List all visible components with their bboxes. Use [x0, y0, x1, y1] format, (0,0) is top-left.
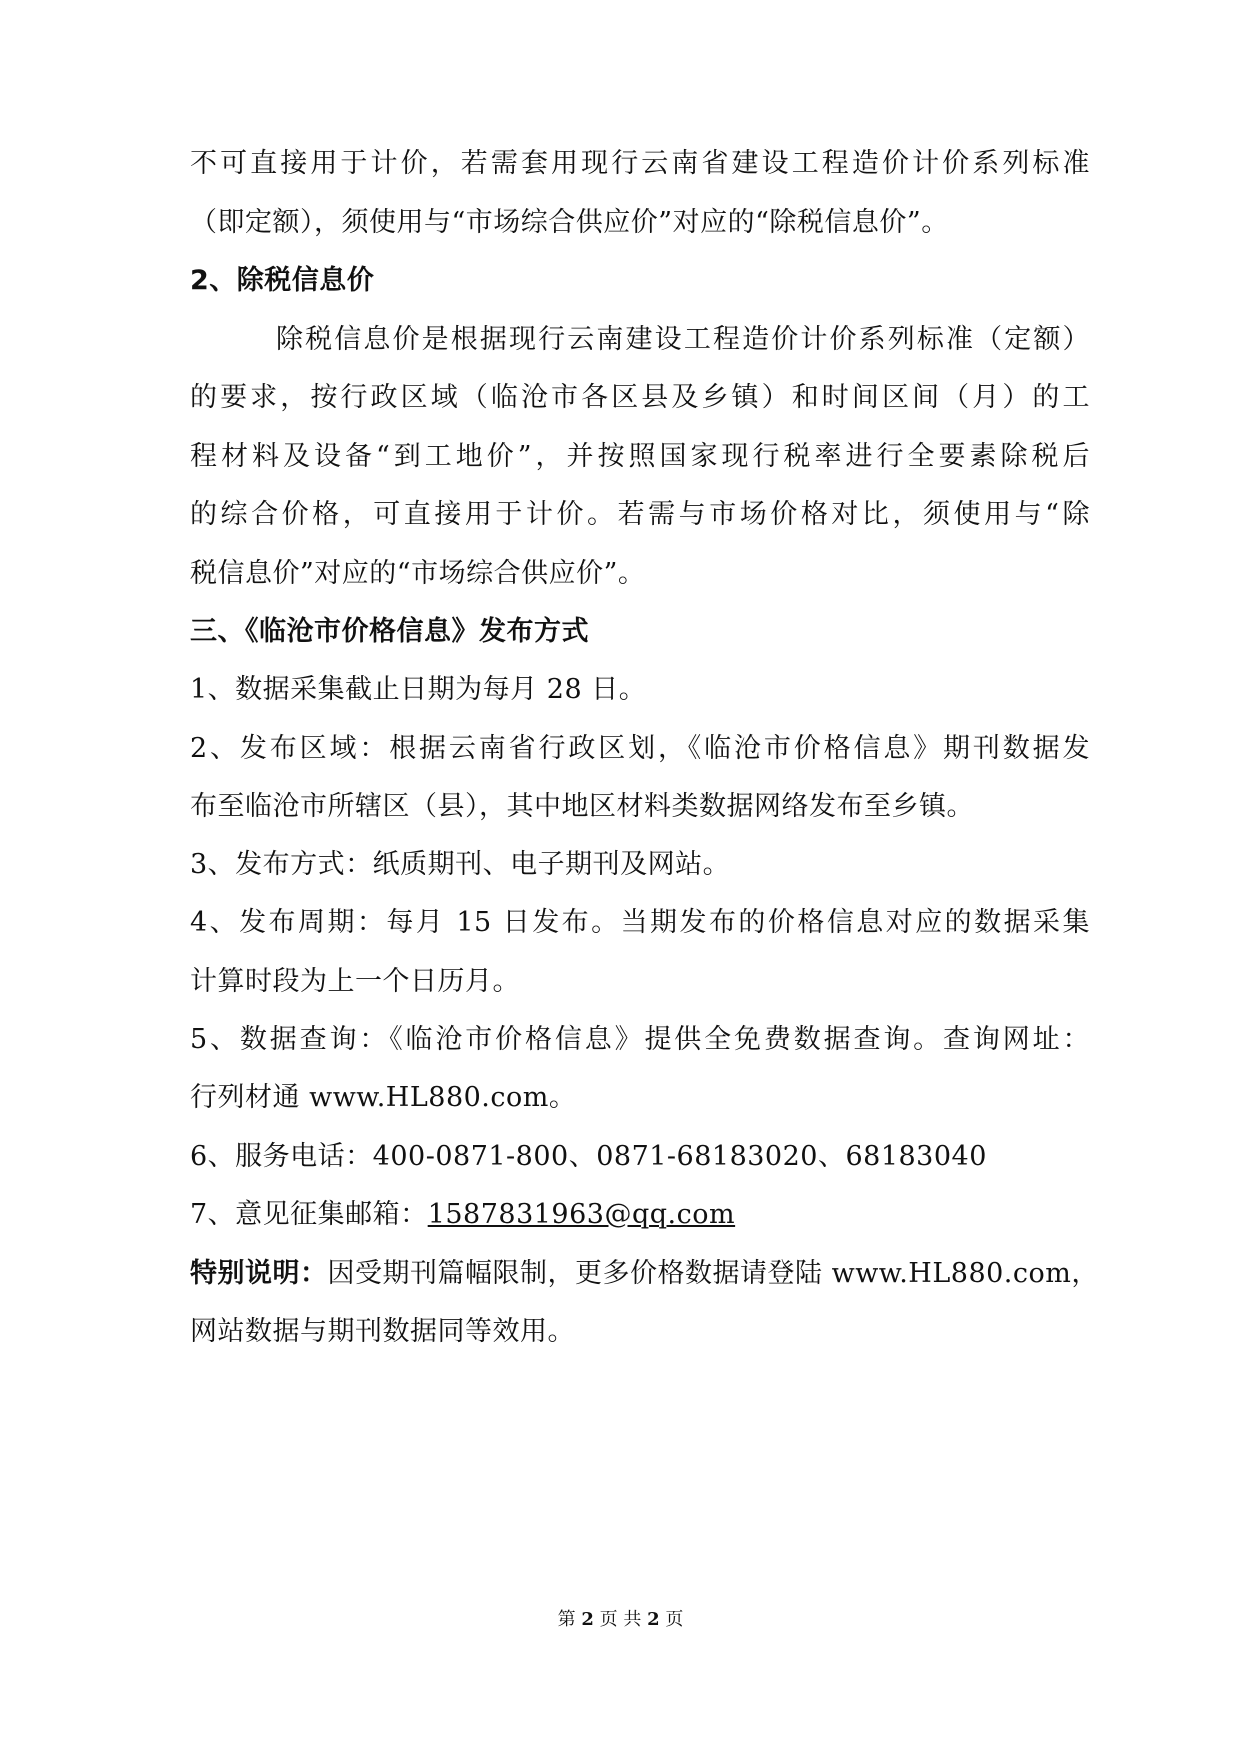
email-label: 7、意见征集邮箱： [190, 1199, 428, 1230]
section-2-paragraph-line-5: 税信息价”对应的“市场综合供应价”。 [190, 558, 646, 589]
intro-line-2: （即定额），须使用与“市场综合供应价”对应的“除税信息价”。 [190, 207, 949, 238]
list-item-5-line-2: 行列材通 www.HL880.com。 [190, 1082, 577, 1113]
list-item-2-line-1: 2、发布区域：根据云南省行政区划，《临沧市价格信息》期刊数据发 [190, 733, 1090, 764]
footer-middle: 页 共 [599, 1609, 642, 1630]
list-item-4-line-2: 计算时段为上一个日历月。 [190, 966, 520, 997]
current-page-number: 2 [581, 1609, 594, 1630]
list-item-7 [190, 1197, 1090, 1233]
section-2-paragraph-line-1: 除税信息价是根据现行云南建设工程造价计价系列标准（定额） [276, 324, 1090, 355]
section-3-heading: 三、《临沧市价格信息》发布方式 [190, 616, 589, 647]
special-note-text: 因受期刊篇幅限制，更多价格数据请登陆 www.HL880.com， [327, 1258, 1099, 1289]
special-note-label: 特别说明： [190, 1258, 328, 1289]
special-note-line-1 [190, 1256, 1099, 1292]
section-2-paragraph-line-4: 的综合价格，可直接用于计价。若需与市场价格对比，须使用与“除 [190, 499, 1090, 530]
footer-suffix: 页 [665, 1609, 684, 1630]
section-2-paragraph-line-2: 的要求，按行政区域（临沧市各区县及乡镇）和时间区间（月）的工 [190, 382, 1090, 413]
list-item-5-line-1: 5、数据查询：《临沧市价格信息》提供全免费数据查询。查询网址： [190, 1024, 1090, 1055]
intro-line-1: 不可直接用于计价，若需套用现行云南省建设工程造价计价系列标准 [190, 148, 1090, 179]
total-pages-number: 2 [647, 1609, 660, 1630]
footer-prefix: 第 [557, 1609, 576, 1630]
special-note-line-2: 网站数据与期刊数据同等效用。 [190, 1316, 575, 1347]
email-link[interactable]: 1587831963@qq.com [427, 1199, 736, 1230]
list-item-1: 1、数据采集截止日期为每月 28 日。 [190, 674, 647, 705]
page-footer [0, 1608, 1241, 1632]
list-item-3: 3、发布方式：纸质期刊、电子期刊及网站。 [190, 849, 731, 880]
section-2-paragraph-line-3: 程材料及设备“到工地价”，并按照国家现行税率进行全要素除税后 [190, 441, 1090, 472]
list-item-2-line-2: 布至临沧市所辖区（县），其中地区材料类数据网络发布至乡镇。 [190, 791, 974, 822]
section-2-heading: 2、除税信息价 [190, 265, 375, 296]
list-item-6: 6、服务电话：400-0871-800、0871-68183020、68183040 [190, 1141, 987, 1172]
list-item-4-line-1: 4、发布周期：每月 15 日发布。当期发布的价格信息对应的数据采集 [190, 907, 1090, 938]
